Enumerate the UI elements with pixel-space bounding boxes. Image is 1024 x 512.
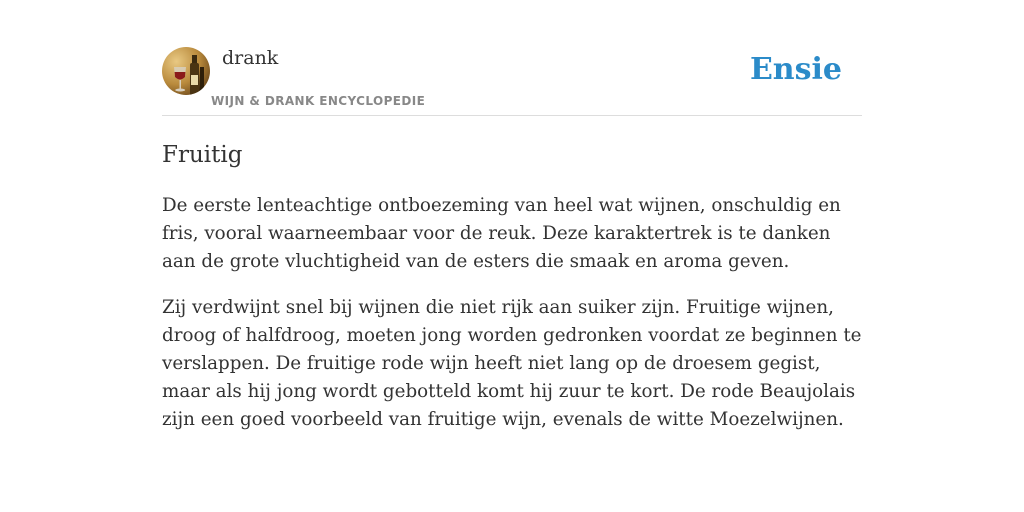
ensie-logo[interactable]: Ensie	[749, 52, 842, 87]
paragraph: De eerste lenteachtige ontboezeming van heel wat wijnen, onschuldig en fris, vooral waarneembaar voor de reuk. Deze karaktertrek is te danken aan de grote vluchtigheid van de esters die smaak en aroma geven.	[162, 195, 841, 272]
wine-bottle-glass-icon	[162, 47, 210, 95]
avatar[interactable]	[162, 47, 210, 95]
article-body	[162, 192, 867, 452]
header	[162, 46, 862, 116]
paragraph: Zij verdwijnt snel bij wijnen die niet rijk aan suiker zijn. Fruitige wijnen, droog of halfdroog, moeten jong worden gedronken voordat ze beginnen te verslappen. De fruitige rode wijn heeft niet lang op de droesem gegist, maar als hij jong wordt gebotteld komt hij zuur te kort. De rode Beaujolais zijn een goed voorbeeld van fruitige wijn, evenals de witte Moezelwijnen.	[162, 297, 862, 430]
author-name[interactable]: drank	[222, 47, 279, 69]
page-title: Fruitig	[162, 142, 243, 168]
category-label[interactable]: WIJN & DRANK ENCYCLOPEDIE	[211, 94, 426, 108]
